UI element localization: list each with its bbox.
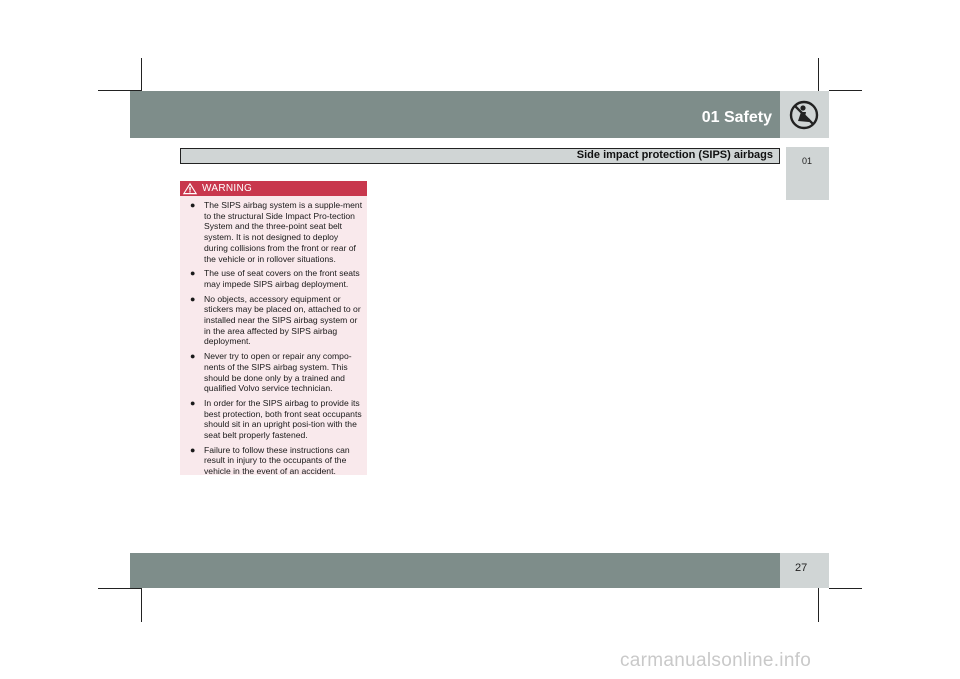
warning-item-text: The SIPS airbag system is a supple-ment to the structural Side Impact Pro-tection System and the three-point seat belt system. It is not designed to deploy during collisions from the front or rear of the vehicle or in rollover situations. (204, 200, 363, 264)
section-header (180, 148, 780, 164)
warning-body (180, 196, 367, 475)
warning-item-text: The use of seat covers on the front seats may impede SIPS airbag deployment. (204, 268, 360, 289)
warning-item: ● The SIPS airbag system is a supple-ment to the structural Side Impact Pro-tection System and the three-point seat belt system. It is not designed to deploy during collisions from the front or rear of the vehicle or in rollover situations. (190, 200, 363, 264)
header-icon-box (780, 91, 829, 138)
warning-header (180, 181, 367, 196)
warning-list (180, 196, 367, 477)
watermark: carmanualsonline.info (620, 650, 812, 671)
chapter-title: 01 Safety (701, 109, 772, 126)
warning-item-text: No objects, accessory equipment or stickers may be placed on, attached to or installed near the SIPS airbag system or in the area affected by SIPS airbag deployment. (204, 293, 361, 347)
warning-item-text: Failure to follow these instructions can result in injury to the occupants of the vehicle in the event of an accident. (204, 444, 350, 477)
warning-item-text: Never try to open or repair any compo-nents of the SIPS airbag system. This should be done only by a trained and qualified Volvo service technician. (204, 351, 352, 394)
warning-item: ● In order for the SIPS airbag to provide its best protection, both front seat occupants should sit in an upright posi-tion with the seat belt properly fastened. (190, 397, 362, 441)
page-number-box (780, 553, 829, 588)
footer-bar (130, 553, 780, 588)
no-child-seat-icon (788, 99, 820, 131)
crop-mark (98, 588, 142, 589)
warning-item: ● Never try to open or repair any compo-nents of the SIPS airbag system. This should be done only by a trained and qualified Volvo service technician. (190, 351, 352, 394)
chapter-side-tab (786, 147, 829, 200)
warning-triangle-icon (182, 182, 198, 195)
crop-mark (829, 588, 862, 589)
warning-label: WARNING (202, 183, 253, 194)
side-tab-label: 01 (802, 156, 813, 166)
section-title: Side impact protection (SIPS) airbags (576, 149, 773, 161)
warning-item: ● The use of seat covers on the front seats may impede SIPS airbag deployment. (190, 268, 360, 289)
warning-item: ● Failure to follow these instructions can result in injury to the occupants of the vehicle in the event of an accident. (190, 444, 350, 477)
warning-item: ● No objects, accessory equipment or stickers may be placed on, attached to or installed near the SIPS airbag system or in the area affected by SIPS airbag deployment. (190, 293, 361, 347)
header-bar (130, 91, 780, 138)
crop-mark (829, 90, 862, 91)
page-number: 27 (795, 562, 808, 574)
warning-item-text: In order for the SIPS airbag to provide its best protection, both front seat occupants should sit in an upright posi-tion with the seat belt properly fastened. (204, 397, 362, 441)
